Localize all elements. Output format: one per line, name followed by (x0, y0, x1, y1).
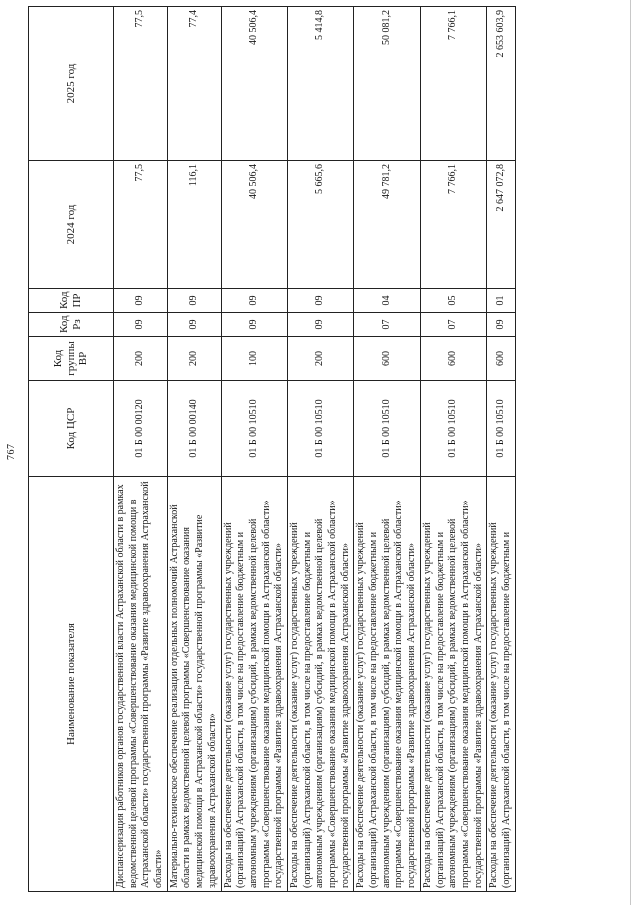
row-vr: 200 (167, 337, 221, 381)
row-2025: 7 766,1 (420, 7, 486, 161)
row-2024: 40 506,4 (221, 161, 287, 289)
row-2024: 116,1 (167, 161, 221, 289)
row-name: Материально-техническое обеспечение реализации отдельных полномочий Астраханской области в рамках ведомственной целевой программы «Совершенствование оказания медицинской помощи в Астраханской области» государственной программы «Развитие здравоохранения Астраханской области» (167, 477, 221, 892)
row-2024: 5 665,6 (287, 161, 353, 289)
table-row (114, 7, 168, 892)
table-row (487, 7, 515, 892)
header-2024: 2024 год (29, 161, 114, 289)
row-2024: 7 766,1 (420, 161, 486, 289)
row-pr: 09 (221, 289, 287, 313)
header-name: Наименование показателя (29, 477, 114, 892)
row-name: Расходы на обеспечение деятельности (оказание услуг) государственных учреждений (организаций) Астраханской области, в том числе на предоставление бюджетным и автономным учреждениям (организациям) субсидий, в рамках ведомственной целевой программы «Совершенствование оказания медицинской помощи в Астраханской области» государственной программы «Развитие здравоохранения Астраханской области» (420, 477, 486, 892)
row-name: Расходы на обеспечение деятельности (оказание услуг) государственных учреждений (организаций) Астраханской области, в том числе на предоставление бюджетным и автономным учреждениям (организациям) субсидий, в рамках ведомственной целевой программы «Совершенствование оказания медицинской помощи в Астраханской области» государственной программы «Развитие здравоохранения Астраханской области» (221, 477, 287, 892)
row-vr: 200 (287, 337, 353, 381)
row-name: Расходы на обеспечение деятельности (оказание услуг) государственных учреждений (организаций) Астраханской области, в том числе на предоставление бюджетным и автономным учреждениям (организациям) субсидий, в рамках ведомственной целевой программы «Совершенствование оказания медицинской помощи в Астраханской области» государственной программы «Развитие здравоохранения Астраханской области» (287, 477, 353, 892)
row-rz: 09 (114, 313, 168, 337)
table-row (354, 7, 420, 892)
row-rz: 09 (487, 313, 515, 337)
row-vr: 600 (354, 337, 420, 381)
row-rz: 09 (287, 313, 353, 337)
row-csr: 01 Б 00 10510 (287, 381, 353, 477)
row-2024: 49 781,2 (354, 161, 420, 289)
row-vr: 100 (221, 337, 287, 381)
row-2025: 77,5 (114, 7, 168, 161)
row-csr: 01 Б 00 10510 (221, 381, 287, 477)
row-2025: 50 081,2 (354, 7, 420, 161)
header-row (29, 7, 114, 892)
header-csr: Код ЦСР (29, 381, 114, 477)
row-2025: 2 653 603,9 (487, 7, 515, 161)
row-pr: 09 (287, 289, 353, 313)
table-row (221, 7, 287, 892)
row-csr: 01 Б 00 00140 (167, 381, 221, 477)
row-rz: 07 (354, 313, 420, 337)
table-row (420, 7, 486, 892)
page-edge-rule (630, 0, 631, 905)
row-vr: 600 (420, 337, 486, 381)
row-name: Расходы на обеспечение деятельности (оказание услуг) государственных учреждений (организаций) Астраханской области, в том числе на предоставление бюджетным и автономным учреждениям (организациям) субсидий, в рамках ведомственной целевой программы «Совершенствование оказания медицинской помощи в Астраханской области» государственной программы «Развитие здравоохранения Астраханской области» (354, 477, 420, 892)
row-vr: 200 (114, 337, 168, 381)
row-2024: 77,5 (114, 161, 168, 289)
table-row (167, 7, 221, 892)
row-name: Расходы на обеспечение деятельности (оказание услуг) государственных учреждений (организаций) Астраханской области, в том числе на предоставление бюджетным и (487, 477, 515, 892)
row-2024: 2 647 072,8 (487, 161, 515, 289)
header-2025: 2025 год (29, 7, 114, 161)
row-pr: 09 (114, 289, 168, 313)
row-2025: 77,4 (167, 7, 221, 161)
header-vr: Код группы ВР (29, 337, 114, 381)
row-2025: 40 506,4 (221, 7, 287, 161)
row-pr: 01 (487, 289, 515, 313)
row-name: Диспансеризация работников органов государственной власти Астраханской области в рамках ведомственной целевой программы «Совершенствование оказания медицинской помощи в Астраханской области» государственной программы «Развитие здравоохранения Астраханской области» (114, 477, 168, 892)
row-csr: 01 Б 00 00120 (114, 381, 168, 477)
row-rz: 07 (420, 313, 486, 337)
row-pr: 09 (167, 289, 221, 313)
row-pr: 04 (354, 289, 420, 313)
row-pr: 05 (420, 289, 486, 313)
table-row (287, 7, 353, 892)
budget-table (28, 6, 516, 892)
row-csr: 01 Б 00 10510 (354, 381, 420, 477)
row-vr: 600 (487, 337, 515, 381)
row-rz: 09 (167, 313, 221, 337)
row-csr: 01 Б 00 10510 (487, 381, 515, 477)
row-rz: 09 (221, 313, 287, 337)
row-csr: 01 Б 00 10510 (420, 381, 486, 477)
row-2025: 5 414,8 (287, 7, 353, 161)
header-pr: Код ПР (29, 289, 114, 313)
page-number: 767 (6, 443, 17, 460)
header-rz: Код Рз (29, 313, 114, 337)
